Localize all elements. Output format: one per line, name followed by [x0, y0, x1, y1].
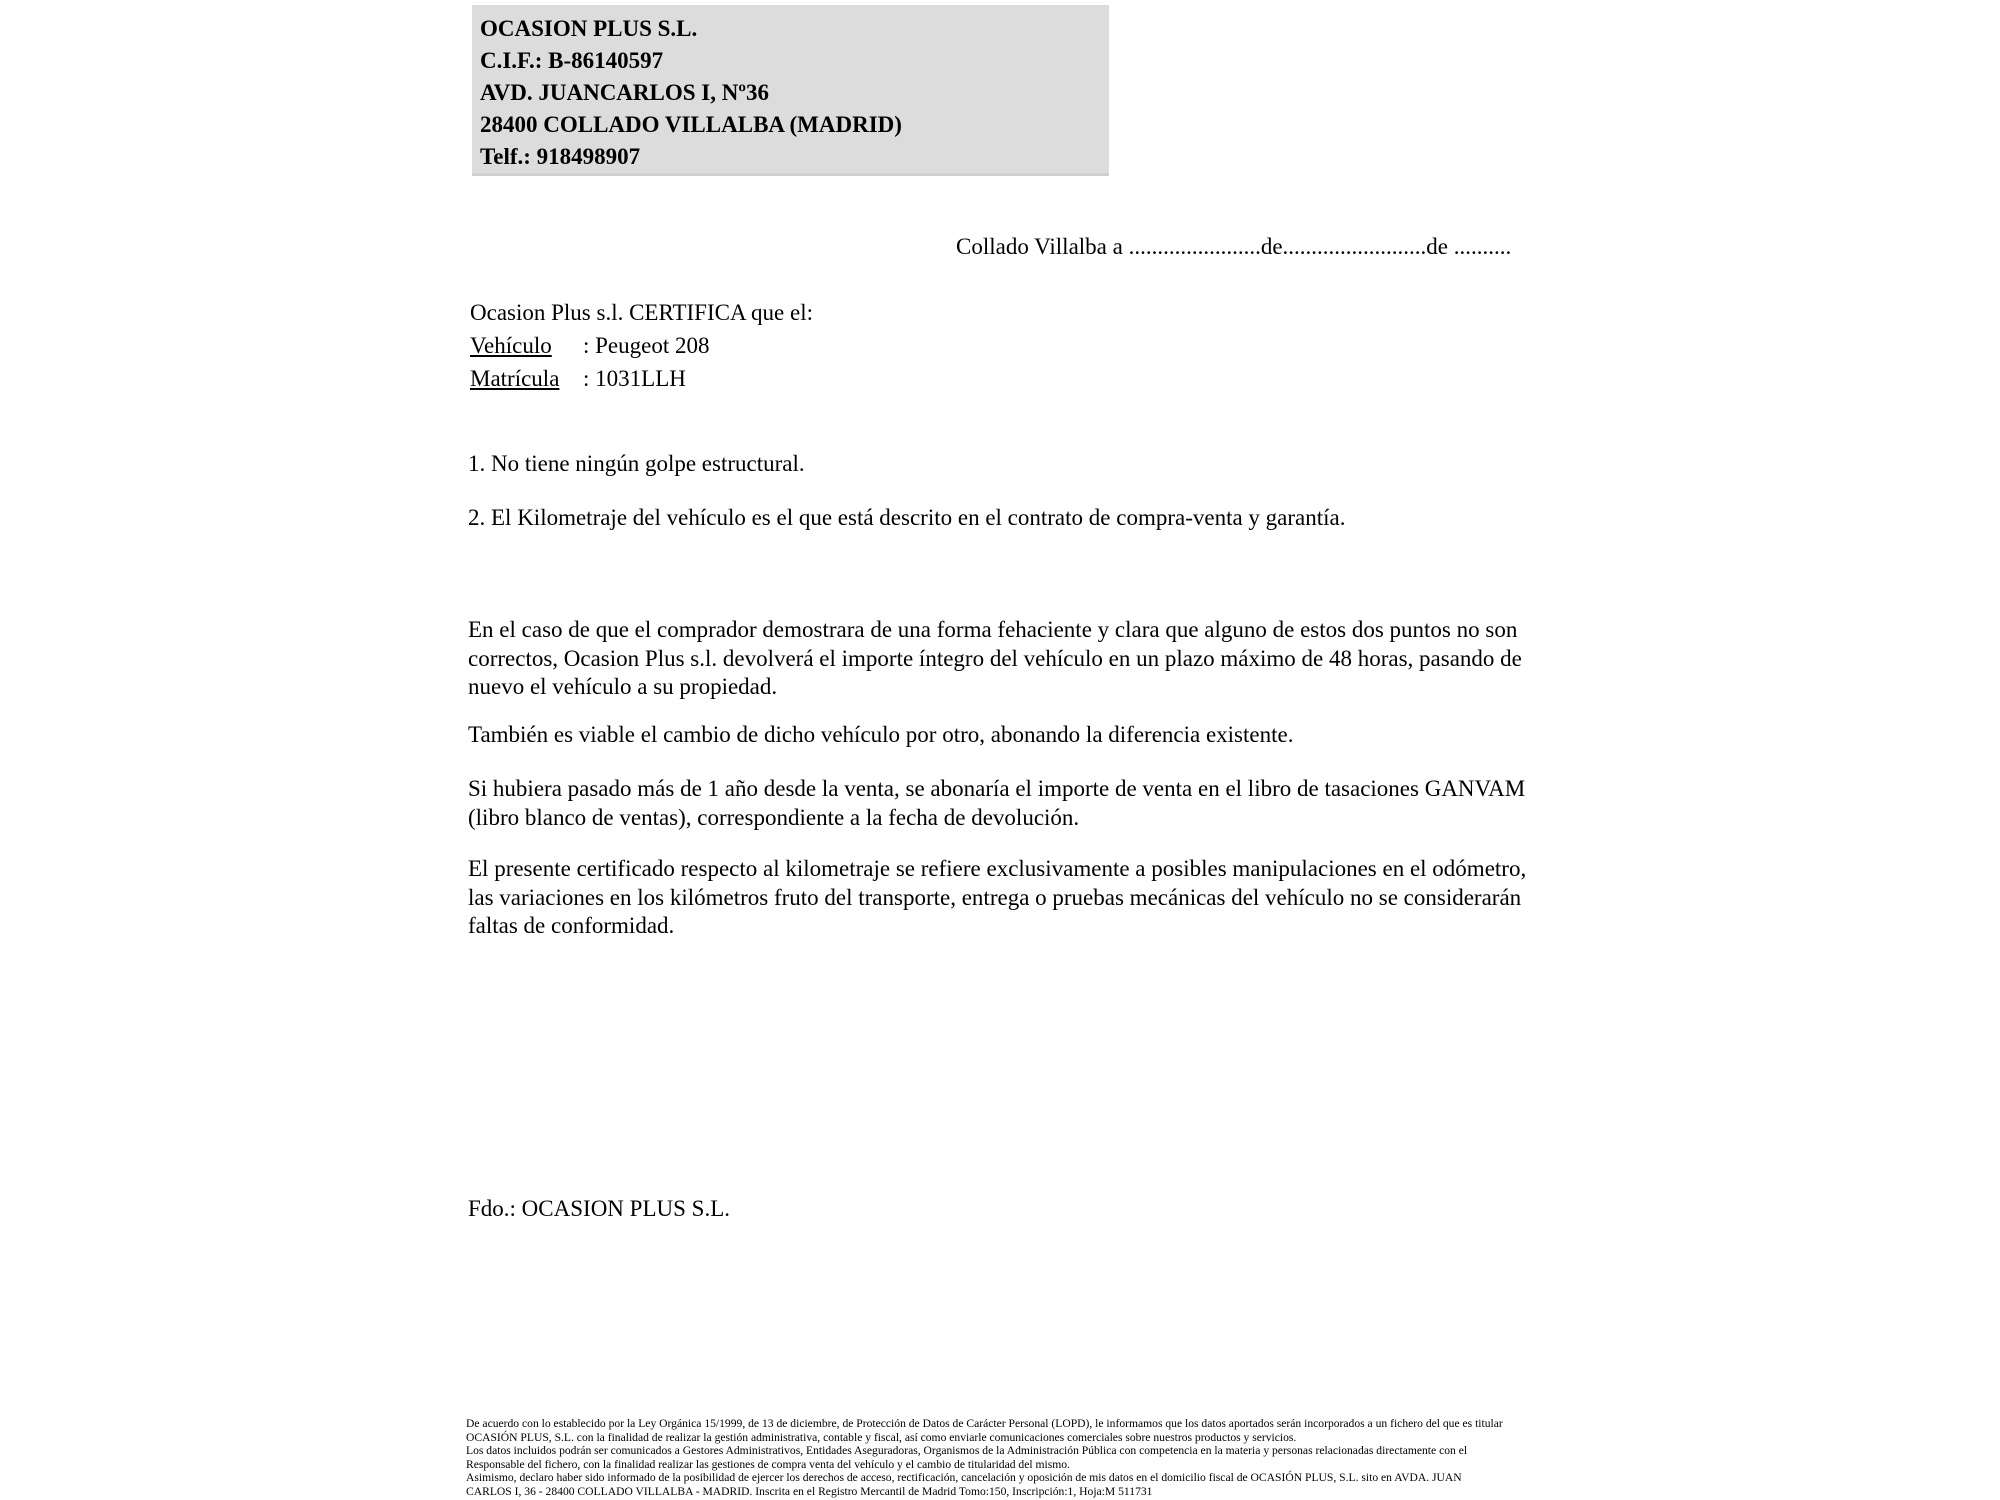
company-city: 28400 COLLADO VILLALBA (MADRID) [480, 112, 902, 137]
clause-mileage: 2. El Kilometraje del vehículo es el que está descrito en el contrato de compra-venta y garantía. [468, 505, 1346, 530]
signature-line: Fdo.: OCASION PLUS S.L. [468, 1196, 730, 1221]
clause-no-structural-damage: 1. No tiene ningún golpe estructural. [468, 451, 805, 476]
company-cif: C.I.F.: B-86140597 [480, 48, 664, 73]
vehicle-row [470, 329, 813, 362]
vehicle-label: Vehículo [470, 333, 552, 358]
certify-intro: Ocasion Plus s.l. CERTIFICA que el: [470, 300, 813, 325]
paragraph-ganvam: Si hubiera pasado más de 1 año desde la venta, se abonaría el importe de venta en el libro de tasaciones GANVAM (libro blanco de ventas), correspondiente a la fecha de devolución. [468, 776, 1526, 830]
date-fill-in-line: Collado Villalba a .......................de.........................de .......... [956, 234, 1512, 259]
company-header-box [472, 5, 1109, 176]
plate-value: : 1031LLH [583, 366, 686, 391]
legal-line: Responsable del fichero, con la finalidad realizar las gestiones de compra venta del vehículo y el cambio de titularidad del mismo. [466, 1457, 1070, 1471]
legal-line: Asimismo, declaro haber sido informado de la posibilidad de ejercer los derechos de acceso, rectificación, cancelación y oposición de mis datos en el domicilio fiscal de OCASIÓN PLUS, S.L. sito en AVDA. JUAN [466, 1471, 1462, 1484]
legal-line: CARLOS I, 36 - 28400 COLLADO VILLALBA - MADRID. Inscrita en el Registro Mercantil de Madrid Tomo:150, Inscripción:1, Hoja:M 511731 [466, 1484, 1153, 1498]
company-phone: Telf.: 918498907 [480, 144, 641, 169]
legal-notice [466, 1417, 1561, 1498]
plate-label: Matrícula [470, 366, 560, 391]
plate-row [470, 362, 813, 395]
legal-line: Los datos incluidos podrán ser comunicados a Gestores Administrativos, Entidades Aseguradoras, Organismos de la Administración Pública con competencia en la materia y personas relacionadas directamente con el [466, 1444, 1468, 1457]
paragraph-exchange: También es viable el cambio de dicho vehículo por otro, abonando la diferencia existente. [468, 722, 1294, 747]
legal-line: OCASIÓN PLUS, S.L. con la finalidad de realizar la gestión administrativa, contable y fiscal, así como enviarle comunicaciones comerciales sobre nuestros productos y servicios. [466, 1430, 1297, 1444]
paragraph-odometer: El presente certificado respecto al kilometraje se refiere exclusivamente a posibles manipulaciones en el odómetro, las variaciones en los kilómetros fruto del transporte, entrega o pruebas mecánicas del vehículo no se considerarán faltas de conformidad. [468, 856, 1527, 938]
company-name: OCASION PLUS S.L. [480, 16, 698, 41]
paragraph-refund: En el caso de que el comprador demostrara de una forma fehaciente y clara que alguno de estos dos puntos no son correctos, Ocasion Plus s.l. devolverá el importe íntegro del vehículo en un plazo máximo de 48 horas, pasando de nuevo el vehículo a su propiedad. [468, 617, 1522, 699]
certification-block [470, 296, 813, 395]
legal-line: De acuerdo con lo establecido por la Ley Orgánica 15/1999, de 13 de diciembre, de Protección de Datos de Carácter Personal (LOPD), le informamos que los datos aportados serán incorporados a un fichero del que es titular [466, 1417, 1503, 1430]
vehicle-value: : Peugeot 208 [583, 333, 710, 358]
company-address: AVD. JUANCARLOS I, Nº36 [480, 80, 769, 105]
